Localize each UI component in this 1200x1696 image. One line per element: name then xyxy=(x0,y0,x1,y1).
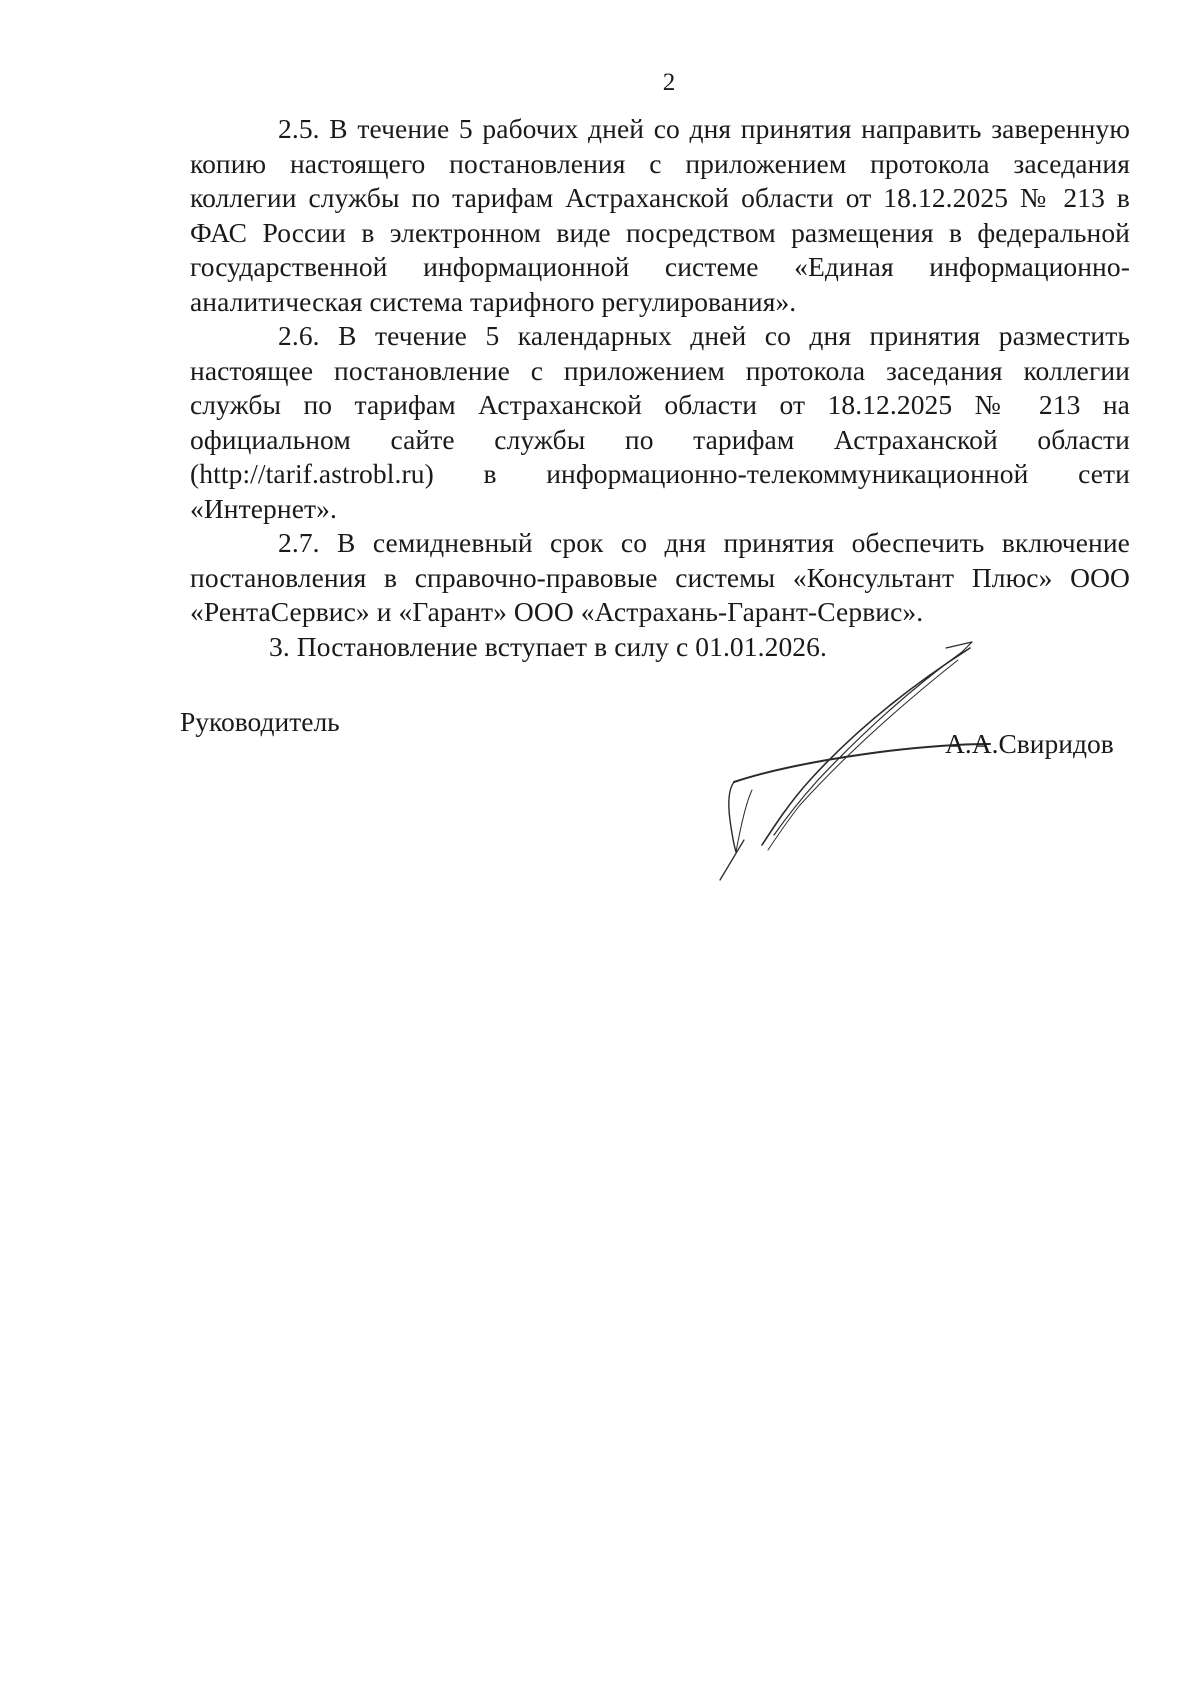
paragraph-2-6: 2.6. В течение 5 календарных дней со дня принятия разместить настоящее постановление с приложением протокола заседания коллегии службы по тарифам Астраханской области от 18.12.2025 № 213 на официальном сайте службы по тарифам Астраханской области (http://tarif.astrobl.ru) в информационно-телекоммуникационной сети «Интернет». xyxy=(190,320,1130,524)
paragraph-2-5: 2.5. В течение 5 рабочих дней со дня принятия направить заверенную копию настоящего постановления с приложением протокола заседания коллегии службы по тарифам Астраханской области от 18.12.2025 № 213 в ФАС России в электронном виде посредством размещения в федеральной государственной информационной системе «Единая информационно-аналитическая система тарифного регулирования». xyxy=(190,113,1130,317)
handwritten-signature xyxy=(700,630,1000,890)
page-number: 2 xyxy=(662,69,676,96)
signatory-name: А.А.Свиридов xyxy=(945,728,1114,759)
paragraph-3: 3. Постановление вступает в силу с 01.01.2026. xyxy=(269,630,827,662)
paragraph-2-7: 2.7. В семидневный срок со дня принятия обеспечить включение постановления в справочно-правовые системы «Консультант Плюс» ООО «РентаСервис» и «Гарант» ООО «Астрахань-Гарант-Сервис». xyxy=(190,527,1130,627)
signatory-position: Руководитель xyxy=(180,706,340,737)
